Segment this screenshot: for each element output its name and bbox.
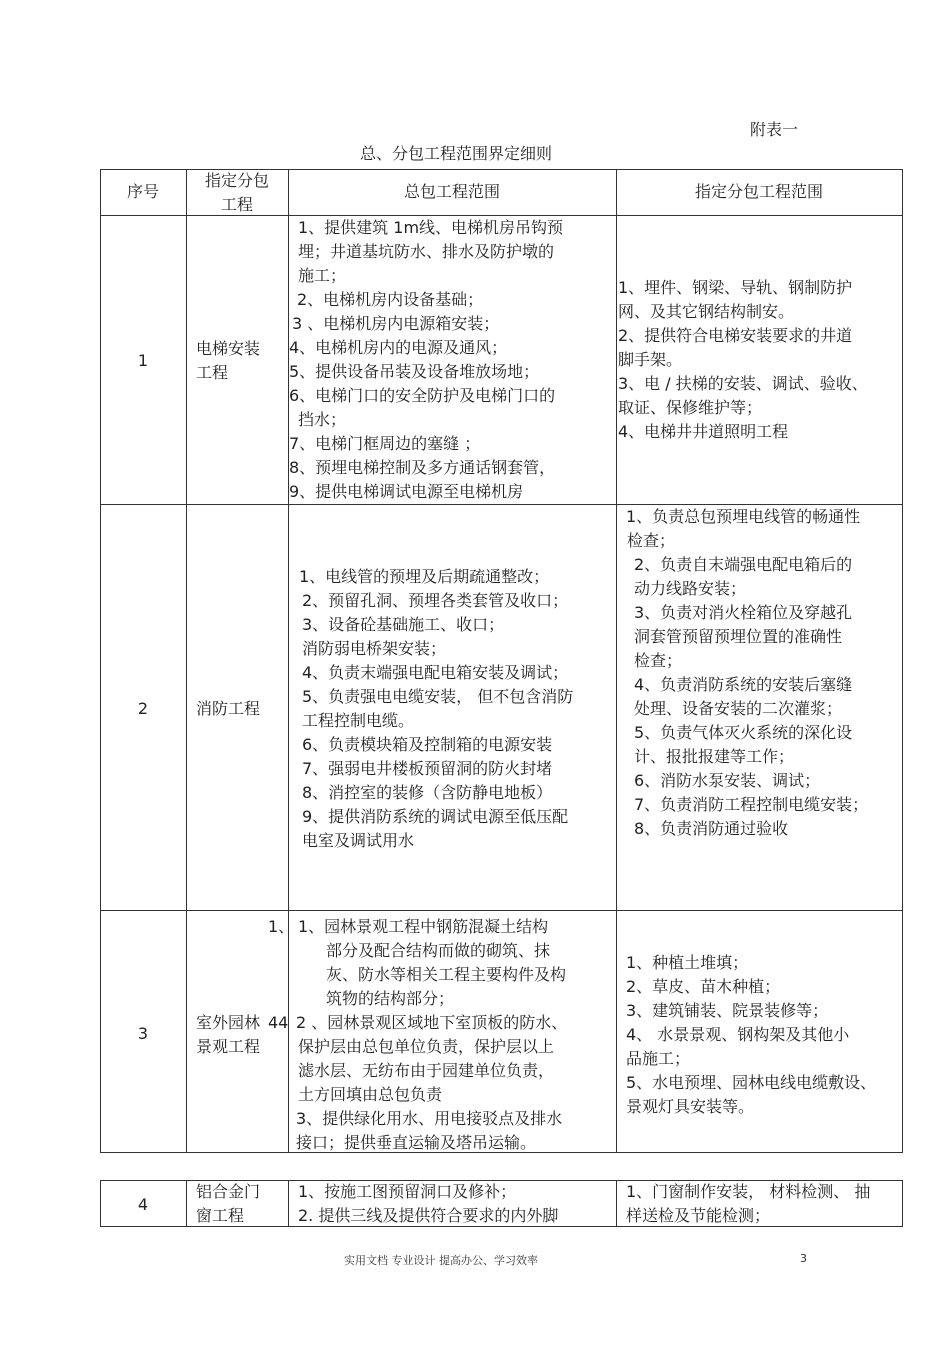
text-line: 2、电梯机房内设备基础； [297,290,484,309]
text-line: 5、负责气体灭火系统的深化设 [634,723,853,742]
row-name [196,1180,260,1228]
row-name-line: 室外园林 [196,1013,261,1032]
text-line: 8、消控室的装修（含防静电地板） [302,783,553,802]
header-subcontract-line: 指定分包 [204,171,269,190]
row-number: 3 [137,1024,149,1043]
table-column-divider [288,1180,289,1227]
text-line: 5、提供设备吊装及设备堆放场地； [289,362,540,381]
row-name [196,697,260,721]
text-line: 灰、防水等相关工程主要构件及构 [326,965,567,984]
text-line: 6、电梯门口的安全防护及电梯门口的 [289,386,556,405]
text-line: 脚手架。 [618,350,683,369]
text-line: 6、消防水泵安装、调试； [634,771,821,790]
text-line: 2、预留孔洞、预埋各类套管及收口； [302,591,569,610]
general-scope-text [298,1180,558,1228]
text-line: 挡水； [298,410,347,429]
text-line: 3 、电梯机房内电源箱安装； [292,314,500,333]
row-name-line: 铝合金门 [196,1182,261,1201]
text-line: 景观灯具安装等。 [626,1097,755,1116]
text-line: 样送检及节能检测； [626,1206,771,1225]
text-line: 2、负责自末端强电配电箱后的 [634,555,853,574]
text-line: 检查； [627,531,676,550]
row-number: 2 [137,699,149,718]
row-name-line: 窗工程 [196,1206,245,1225]
table-border-right [902,1180,903,1227]
text-line: 4、电梯井井道照明工程 [618,422,789,441]
general-scope-text [296,565,573,853]
text-line: 1、负责总包预埋电线管的畅通性 [626,507,861,526]
text-line: 7、负责消防工程控制电缆安装； [634,795,869,814]
text-line: 3、设备砼基础施工、收口； [302,615,505,634]
table-row-divider [100,910,903,911]
document-title: 总、分包工程范围界定细则 [360,144,553,163]
page-number: 3 [800,1252,807,1265]
text-line: 消防弱电桥架安装； [302,639,447,658]
row-name-line: 工程 [196,363,229,382]
row-name-line: 消防工程 [196,699,261,718]
header-no: 序号 [126,182,159,201]
designated-scope-text [626,505,868,841]
text-line: 品施工； [626,1049,691,1068]
header-designated-scope: 指定分包工程范围 [694,182,823,201]
text-line: 2 、园林景观区域地下室顶板的防水、 [296,1013,568,1032]
text-line: 1、埋件、钢梁、导轨、钢制防护 [618,278,853,297]
text-line: 工程控制电缆。 [302,711,415,730]
designated-scope-text [626,1180,870,1228]
text-line: 1、种植土堆填； [626,953,749,972]
stray-mark: 1、 [268,917,295,936]
header-subcontract-line: 工程 [220,195,253,214]
table-border-left [100,169,101,1153]
text-line: 9、提供电梯调试电源至电梯机房 [289,482,524,501]
text-line: 5、水电预埋、园林电线电缆敷设、 [626,1073,877,1092]
text-line: 洞套管预留预埋位置的准确性 [634,627,843,646]
text-line: 1、按施工图预留洞口及修补； [298,1182,517,1201]
footer-slogan: 实用文档 专业设计 提高办公、学习效率 [344,1254,538,1267]
table-column-divider [616,1180,617,1227]
text-line: 部分及配合结构而做的砌筑、抹 [326,941,551,960]
text-line: 3、提供绿化用水、用电接驳点及排水 [296,1109,563,1128]
text-line: 电室及调试用水 [302,831,415,850]
text-line: 动力线路安装； [634,579,747,598]
text-line: 保护层由总包单位负责，保护层以上 [298,1037,555,1056]
text-line: 1、电线管的预埋及后期疏通整改； [299,567,550,586]
text-line: 土方回填由总包负责 [298,1085,443,1104]
designated-scope-text [618,276,868,444]
text-line: 3、负责对消火栓箱位及穿越孔 [634,603,853,622]
text-line: 接口；提供垂直运输及塔吊运输。 [296,1133,537,1152]
text-line: 2、提供符合电梯安装要求的井道 [618,326,853,345]
text-line: 取证、保修维护等； [618,398,763,417]
text-line: 4、负责末端强电配电箱安装及调试； [302,663,569,682]
table-border-right [902,169,903,1153]
text-line: 4、 水景景观、钢构架及其他小 [626,1025,850,1044]
text-line: 1、提供建筑 1m线、电梯机房吊钩预 [298,218,564,237]
text-line: 1、园林景观工程中钢筋混凝土结构 [298,917,549,936]
text-line: 6、负责模块箱及控制箱的电源安装 [302,735,553,754]
text-line: 4、电梯机房内的电源及通风； [289,338,508,357]
text-line: 9、提供消防系统的调试电源至低压配 [302,807,569,826]
general-scope-text [289,216,563,504]
header-subcontract [186,169,288,217]
annex-label: 附表一 [750,120,799,139]
text-line: 5、负责强电电缆安装， 但不包含消防 [302,687,574,706]
text-line: 1、门窗制作安装， 材料检测、 抽 [626,1182,871,1201]
text-line: 7、强弱电井楼板预留洞的防火封堵 [302,759,553,778]
row-number: 4 [137,1195,149,1214]
text-line: 施工； [298,266,347,285]
text-line: 埋；井道基坑防水、排水及防护墩的 [298,242,555,261]
general-scope-text [296,915,567,1155]
text-line: 筑物的结构部分； [326,989,455,1008]
text-line: 3、建筑铺装、院景装修等； [626,1001,829,1020]
text-line: 8、负责消防通过验收 [634,819,789,838]
table-column-divider [186,169,187,1153]
stray-mark: 44 [268,1013,289,1032]
table-column-divider [616,169,617,1153]
text-line: 滤水层、无纺布由于园建单位负责， [298,1061,555,1080]
text-line: 2、草皮、苗木种植； [626,977,781,996]
text-line: 8、预埋电梯控制及多方通话钢套管， [289,458,556,477]
row-number: 1 [137,351,149,370]
row-name-line: 景观工程 [196,1037,261,1056]
text-line: 计、报批报建等工作； [634,747,795,766]
designated-scope-text [626,951,876,1119]
text-line: 处理、设备安装的二次灌浆； [634,699,843,718]
text-line: 7、电梯门框周边的塞缝 ； [289,434,481,453]
row-name [196,1011,260,1059]
text-line: 2. 提供三线及提供符合要求的内外脚 [298,1206,559,1225]
row-name [196,337,260,385]
text-line: 网、及其它钢结构制安。 [618,302,795,321]
row-name-line: 电梯安装 [196,339,261,358]
table-column-divider [186,1180,187,1227]
text-line: 4、负责消防系统的安装后塞缝 [634,675,853,694]
text-line: 3、电 / 扶梯的安装、调试、验收、 [618,374,868,393]
header-general-scope: 总包工程范围 [403,182,500,201]
text-line: 检查； [634,651,683,670]
